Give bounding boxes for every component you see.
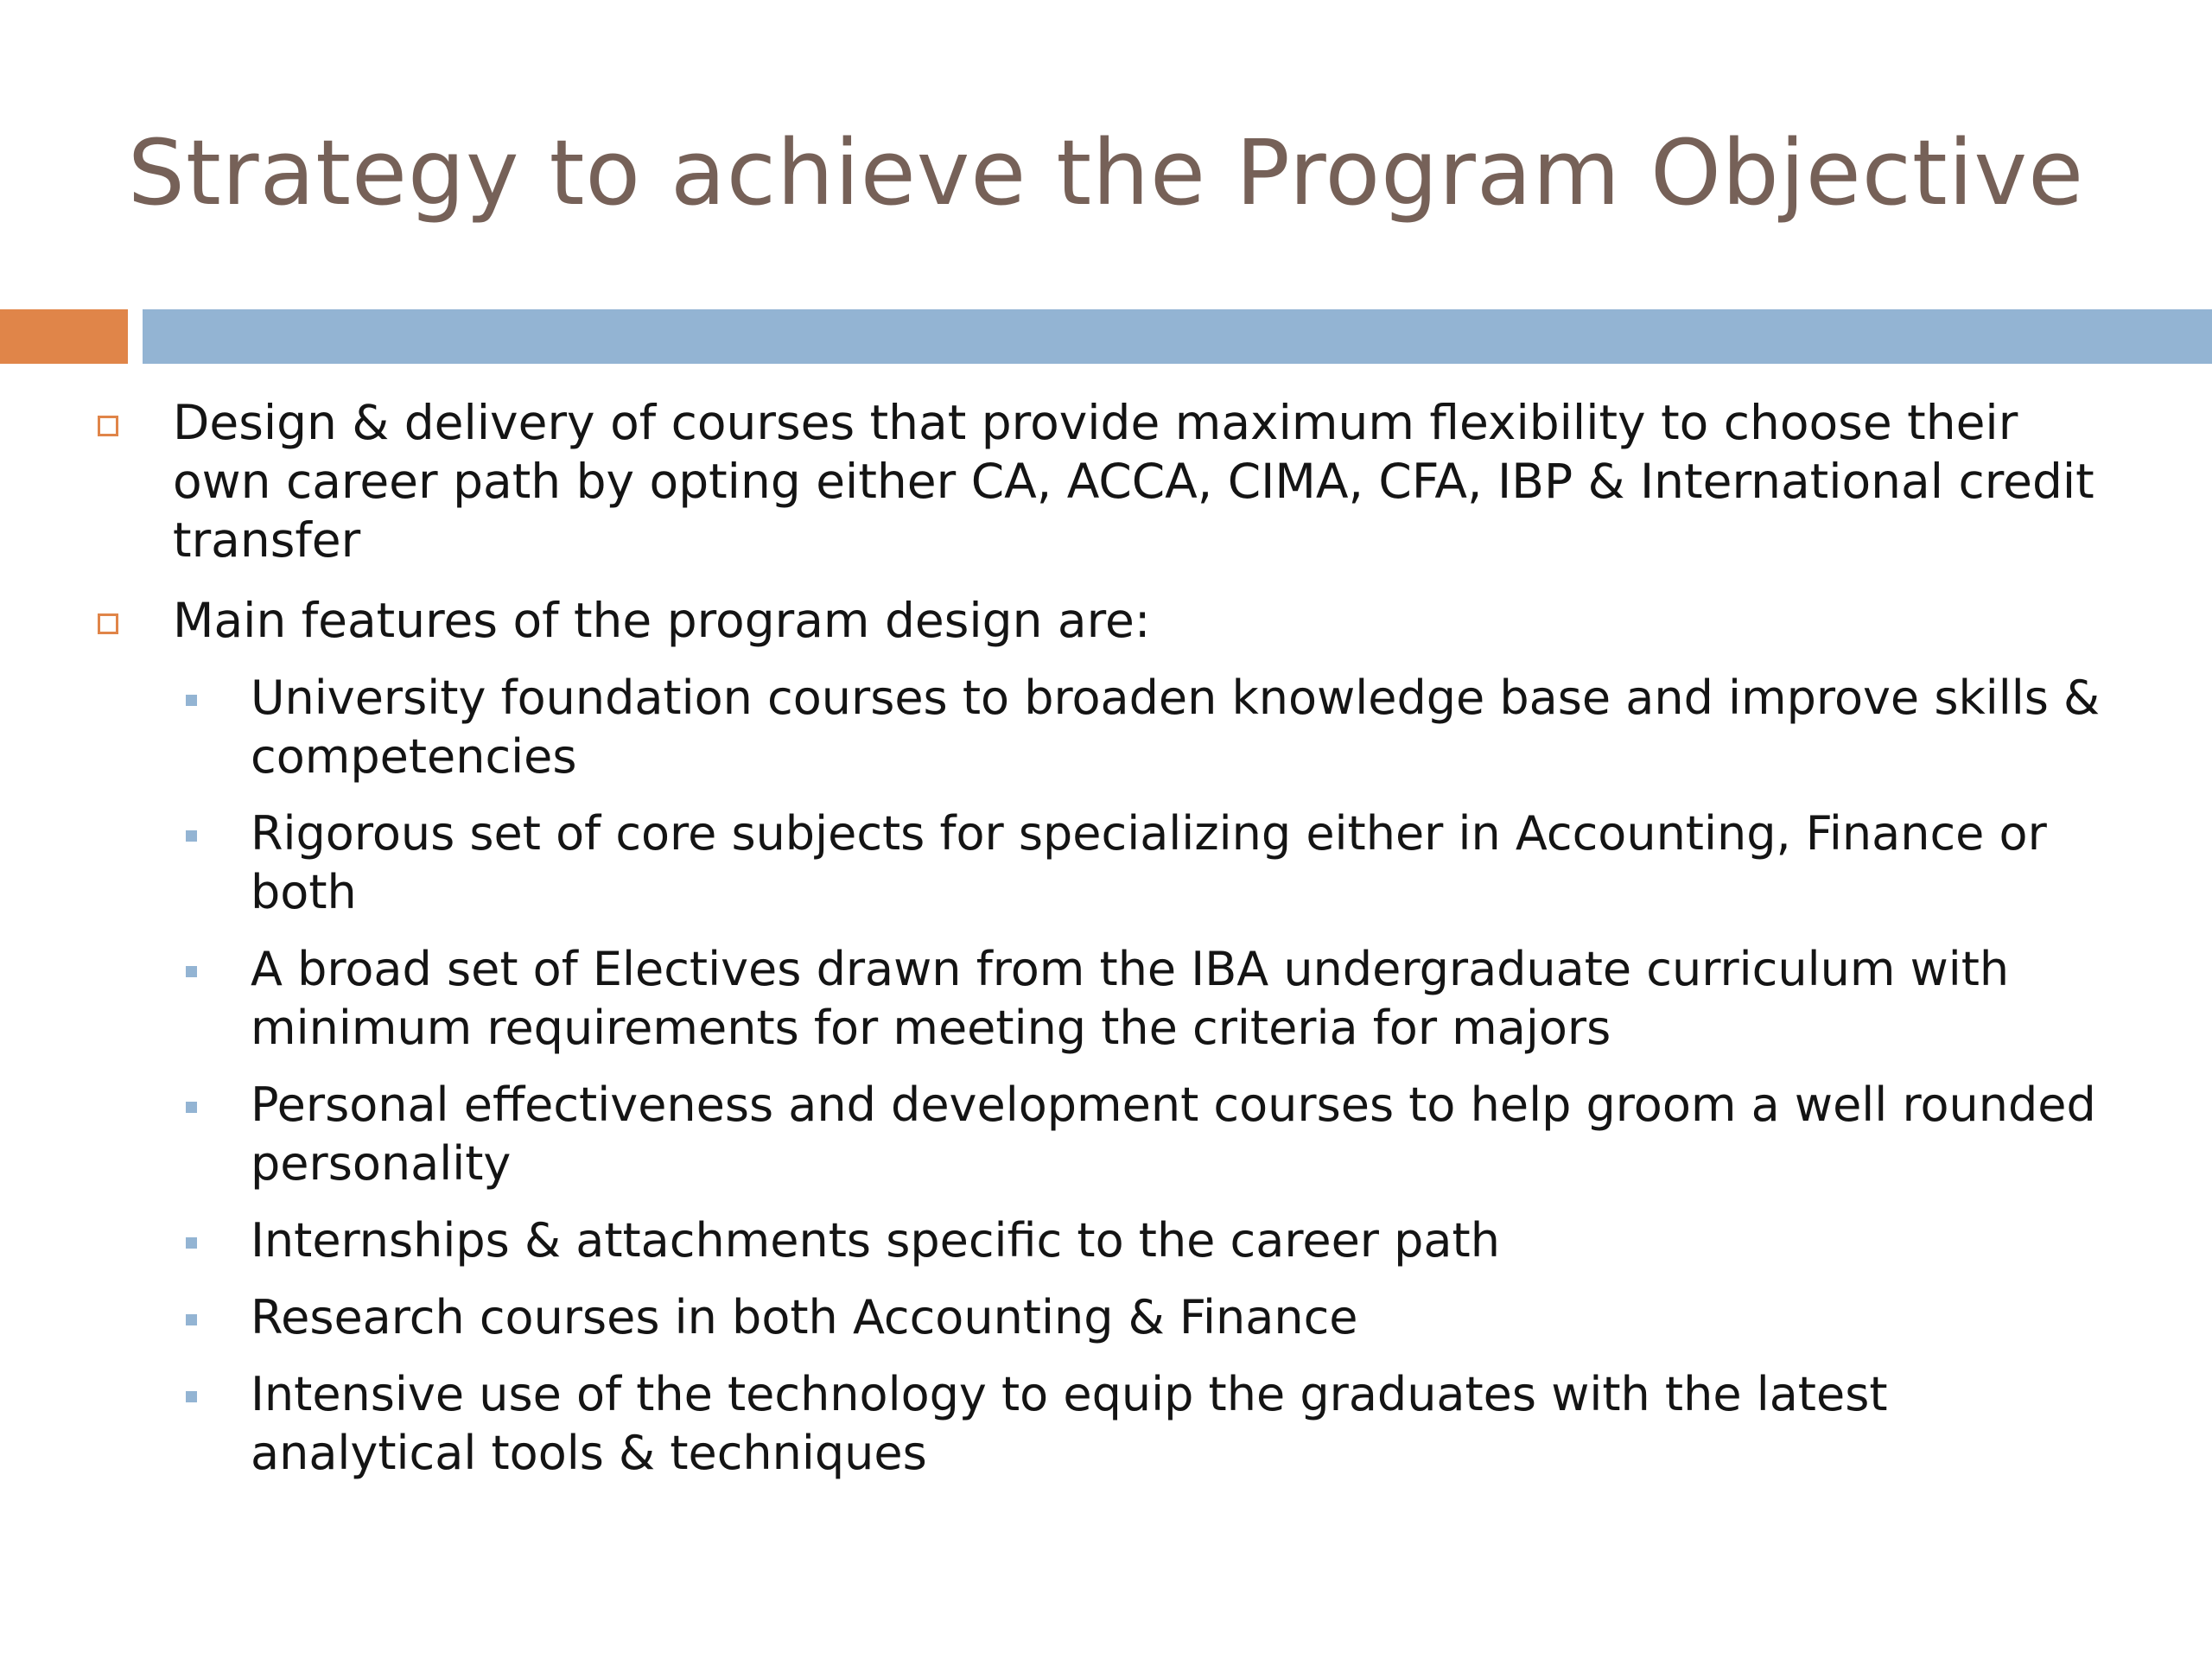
accent-bar-orange <box>0 309 128 364</box>
sub-bullet-item <box>251 1211 2126 1270</box>
sub-bullet-item <box>251 1288 2126 1347</box>
accent-bar-blue <box>143 309 2212 364</box>
sub-bullet-text: University foundation courses to broaden knowledge base and improve skills & competencies <box>251 671 2101 784</box>
hollow-square-bullet-icon <box>98 613 118 634</box>
small-square-bullet-icon <box>186 1237 197 1249</box>
hollow-square-bullet-icon <box>98 416 118 436</box>
sub-bullet-text: Personal effectiveness and development courses to help groom a well rounded personality <box>251 1077 2096 1191</box>
bullet-item <box>173 393 2108 569</box>
bullet-text: Main features of the program design are: <box>173 593 1151 648</box>
sub-bullet-item <box>251 804 2126 922</box>
bullet-text: Design & delivery of courses that provide maximum flexibility to choose their own career path by opting either CA, ACCA, CIMA, CFA, IBP & International credit transfer <box>173 395 2094 568</box>
small-square-bullet-icon <box>186 830 197 842</box>
sub-bullet-item <box>251 1365 2126 1483</box>
small-square-bullet-icon <box>186 1391 197 1402</box>
small-square-bullet-icon <box>186 966 197 977</box>
sub-bullet-item <box>251 1076 2126 1193</box>
slide-content <box>0 393 2212 1501</box>
small-square-bullet-icon <box>186 695 197 706</box>
sub-bullet-item <box>251 669 2126 786</box>
sub-bullet-text: Research courses in both Accounting & Finance <box>251 1290 1358 1344</box>
sub-bullet-item <box>251 940 2126 1058</box>
slide-title: Strategy to achieve the Program Objective <box>127 120 2085 226</box>
sub-bullet-text: Rigorous set of core subjects for specializing either in Accounting, Finance or both <box>251 806 2047 919</box>
small-square-bullet-icon <box>186 1102 197 1113</box>
sub-bullet-text: Internships & attachments specific to the career path <box>251 1213 1500 1268</box>
sub-bullet-text: A broad set of Electives drawn from the IBA undergraduate curriculum with minimum requirements for meeting the criteria for majors <box>251 942 2010 1055</box>
small-square-bullet-icon <box>186 1314 197 1325</box>
bullet-item <box>173 591 2108 650</box>
sub-bullet-text: Intensive use of the technology to equip the graduates with the latest analytical tools & techniques <box>251 1367 1888 1480</box>
